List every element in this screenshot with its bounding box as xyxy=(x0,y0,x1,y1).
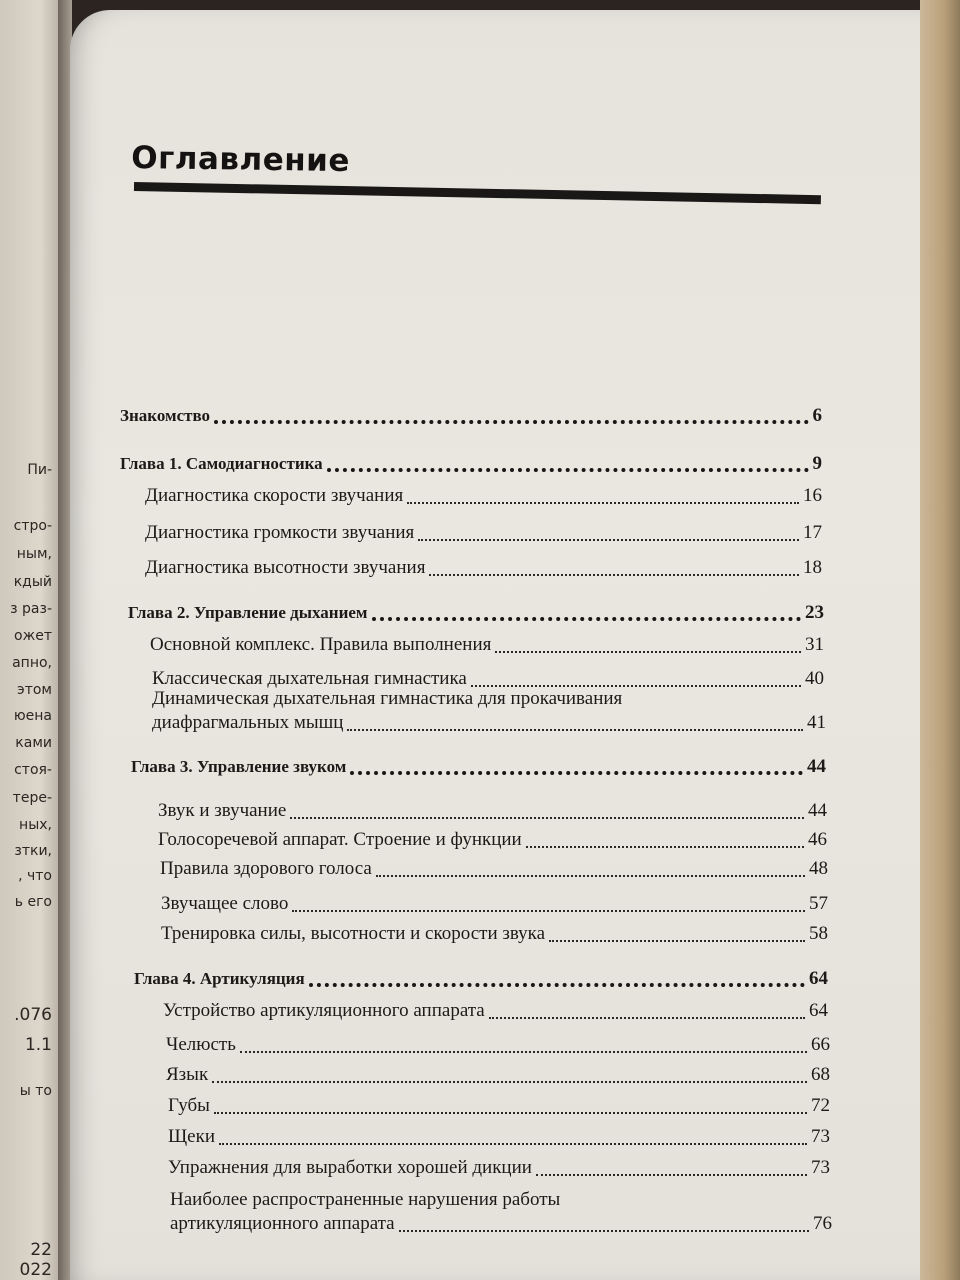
toc-section-entry[interactable] xyxy=(158,798,827,823)
toc-entry-title: Классическая дыхательная гимнастика xyxy=(152,668,467,689)
left-page-fragment: 22 xyxy=(30,1240,52,1260)
toc-entry-title: Основной комплекс. Правила выполнения xyxy=(150,634,492,655)
toc-entry-title: Звук и звучание xyxy=(158,800,287,821)
toc-entry-title: Знакомство xyxy=(120,406,211,425)
toc-section-entry[interactable] xyxy=(161,921,828,946)
left-page-fragment: Пи- xyxy=(27,462,52,478)
toc-page-number: 40 xyxy=(805,668,824,689)
left-page-fragment: стро- xyxy=(13,518,52,534)
toc-entry-title: Упражнения для выработки хорошей дикции xyxy=(168,1157,532,1178)
toc-leader-dots xyxy=(418,539,799,541)
left-page-fragment: кдый xyxy=(13,574,52,590)
toc-entry-title: Глава 2. Управление дыханием xyxy=(128,603,368,622)
toc-page-number: 72 xyxy=(811,1095,830,1116)
toc-entry-title: Голосоречевой аппарат. Строение и функции xyxy=(158,829,522,850)
toc-page-number: 68 xyxy=(811,1064,830,1085)
toc-leader-dots xyxy=(429,574,799,576)
left-page-fragment: 022 xyxy=(19,1260,52,1280)
toc-entry-title: Глава 1. Самодиагностика xyxy=(120,454,323,473)
toc-section-entry[interactable] xyxy=(168,1093,830,1118)
toc-section-entry[interactable] xyxy=(161,891,828,916)
toc-chapter-entry[interactable] xyxy=(120,403,822,428)
toc-page-number: 58 xyxy=(809,923,828,944)
toc-leader-dots xyxy=(350,771,803,775)
left-page-fragment: апно, xyxy=(12,655,52,671)
left-page-fragment: з раз- xyxy=(10,601,52,617)
toc-leader-dots xyxy=(292,910,805,912)
toc-section-entry[interactable] xyxy=(150,632,824,657)
toc-leader-dots xyxy=(327,468,809,472)
toc-entry-title-continued: диафрагмальных мышц xyxy=(152,712,344,733)
toc-page-number: 64 xyxy=(809,968,828,989)
toc-entry-title: Диагностика высотности звучания xyxy=(145,557,426,578)
toc-leader-dots xyxy=(309,983,805,987)
toc-page-number: 16 xyxy=(803,485,822,506)
toc-page-number: 64 xyxy=(809,1000,828,1021)
toc-section-entry[interactable] xyxy=(168,1155,830,1180)
toc-page-number: 31 xyxy=(805,634,824,655)
toc-leader-dots xyxy=(549,940,805,942)
toc-entry-title: Глава 3. Управление звуком xyxy=(131,757,347,776)
toc-leader-dots xyxy=(214,420,808,424)
toc-chapter-entry[interactable] xyxy=(131,754,826,779)
toc-page-number: 46 xyxy=(808,829,827,850)
left-page-fragment: ь его xyxy=(14,894,52,910)
toc-entry-title-continued: артикуляционного аппарата xyxy=(170,1213,395,1234)
page-title: Оглавление xyxy=(131,140,351,180)
toc-page-number: 44 xyxy=(807,756,826,777)
toc-page-number: 76 xyxy=(813,1213,832,1234)
toc-page-number: 18 xyxy=(803,557,822,578)
toc-leader-dots xyxy=(376,875,805,877)
toc-entry-title: Глава 4. Артикуляция xyxy=(134,969,305,988)
left-page-fragment: ожет xyxy=(14,628,52,644)
left-page-fragment: ным, xyxy=(16,546,52,562)
toc-page-number: 9 xyxy=(812,453,822,474)
toc-leader-dots xyxy=(212,1081,807,1083)
left-page-fragment: ы то xyxy=(19,1083,52,1099)
toc-entry-title: Наиболее распространенные нарушения работы xyxy=(170,1189,561,1210)
toc-entry-title: Щеки xyxy=(168,1126,215,1147)
left-page-fragment: тере- xyxy=(12,790,52,806)
toc-leader-dots xyxy=(214,1112,807,1114)
toc-section-entry[interactable] xyxy=(170,1189,832,1236)
toc-chapter-entry[interactable] xyxy=(134,966,828,991)
toc-page-number: 41 xyxy=(807,712,826,733)
toc-page-number: 44 xyxy=(808,800,827,821)
toc-leader-dots xyxy=(240,1051,807,1053)
left-page-fragment: , что xyxy=(18,868,52,884)
toc-leader-dots xyxy=(347,729,803,731)
toc-page-number: 17 xyxy=(803,522,822,543)
left-page-fragment: зтки, xyxy=(14,843,52,859)
left-page-fragment: ных, xyxy=(19,817,52,833)
toc-page-number: 73 xyxy=(811,1126,830,1147)
toc-entry-title: Диагностика скорости звучания xyxy=(145,485,404,506)
toc-leader-dots xyxy=(526,846,804,848)
toc-entry-title: Губы xyxy=(168,1095,210,1116)
left-page-fragment: этом xyxy=(17,682,52,698)
toc-section-entry[interactable] xyxy=(160,856,828,881)
toc-entry-title: Звучащее слово xyxy=(161,893,289,914)
toc-section-entry[interactable] xyxy=(145,520,822,545)
left-page-fragment: ками xyxy=(15,735,52,751)
toc-page-number: 6 xyxy=(812,405,822,426)
toc-section-entry[interactable] xyxy=(166,1062,830,1087)
toc-section-entry[interactable] xyxy=(166,1032,830,1057)
toc-section-entry[interactable] xyxy=(163,998,828,1023)
toc-section-entry[interactable] xyxy=(152,688,826,735)
toc-leader-dots xyxy=(495,651,801,653)
toc-page-number: 48 xyxy=(809,858,828,879)
toc-section-entry[interactable] xyxy=(158,827,827,852)
toc-chapter-entry[interactable] xyxy=(120,451,822,476)
toc-section-entry[interactable] xyxy=(168,1124,830,1149)
toc-leader-dots xyxy=(290,817,804,819)
toc-leader-dots xyxy=(219,1143,807,1145)
toc-entry-title: Челюсть xyxy=(166,1034,236,1055)
left-page-fragment: юена xyxy=(13,708,52,724)
left-page-fragment: стоя- xyxy=(14,762,52,778)
toc-leader-dots xyxy=(399,1230,809,1232)
toc-section-entry[interactable] xyxy=(145,555,822,580)
toc-page-number: 57 xyxy=(809,893,828,914)
toc-entry-title: Устройство артикуляционного аппарата xyxy=(163,1000,485,1021)
toc-entry-title: Диагностика громкости звучания xyxy=(145,522,415,543)
toc-chapter-entry[interactable] xyxy=(128,600,824,625)
toc-entry-title: Язык xyxy=(166,1064,209,1085)
toc-section-entry[interactable] xyxy=(145,483,822,508)
left-page-fragment: .076 xyxy=(14,1005,52,1025)
toc-entry-title: Динамическая дыхательная гимнастика для прокачивания xyxy=(152,688,623,709)
left-page-fragment: 1.1 xyxy=(24,1035,52,1055)
toc-page-number: 73 xyxy=(811,1157,830,1178)
toc-leader-dots xyxy=(407,502,799,504)
toc-leader-dots xyxy=(489,1017,805,1019)
toc-entry-title: Тренировка силы, высотности и скорости звука xyxy=(161,923,546,944)
toc-leader-dots xyxy=(372,617,802,621)
toc-page-number: 23 xyxy=(805,602,824,623)
toc-leader-dots xyxy=(536,1174,807,1176)
toc-page-number: 66 xyxy=(811,1034,830,1055)
toc-entry-title: Правила здорового голоса xyxy=(160,858,372,879)
